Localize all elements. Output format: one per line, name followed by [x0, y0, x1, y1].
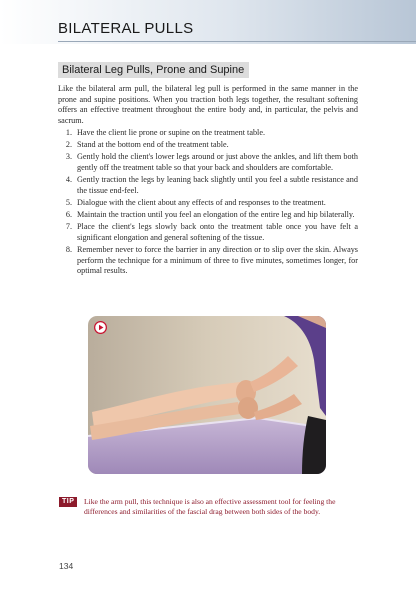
step-number: 8. — [65, 245, 72, 255]
step-text: Have the client lie prone or supine on the treatment table. — [77, 128, 266, 137]
intro-paragraph: Like the bilateral arm pull, the bilateral leg pull is performed in the same manner in the prone and supine positions. When you traction both legs together, the resultant softening offers an effective treatment throughout the entire body and, in particular, the pelvis and sacrum. — [58, 84, 358, 125]
step-text: Remember never to force the barrier in any direction or to slip over the skin. Always perform the technique for a minimum of three to five minutes, sometimes longer, for optimal results. — [77, 245, 358, 276]
step-text: Place the client's legs slowly back onto the treatment table once you have felt a significant elongation and general softening of the tissue. — [77, 222, 358, 242]
play-icon[interactable] — [94, 321, 107, 334]
step-number: 7. — [65, 222, 72, 232]
step-text: Gently traction the legs by leaning back slightly until you feel a subtle resistance and the tissue end-feel. — [77, 175, 358, 195]
tip-badge: TIP — [59, 497, 77, 507]
step-text: Gently hold the client's lower legs around or just above the ankles, and lift them both gently off the treatment table so that your back and shoulders are comfortable. — [77, 152, 358, 172]
step-number: 5. — [65, 197, 72, 207]
step-number: 2. — [65, 140, 72, 150]
step-item — [58, 128, 358, 139]
step-item — [58, 175, 358, 196]
steps-list — [58, 128, 358, 278]
step-number: 1. — [65, 128, 72, 137]
page-number: 134 — [59, 561, 74, 571]
section-heading: Bilateral Leg Pulls, Prone and Supine — [58, 62, 249, 78]
step-item — [58, 245, 358, 277]
photo-illustration — [88, 316, 326, 474]
step-item — [58, 140, 358, 151]
step-text: Maintain the traction until you feel an elongation of the entire leg and hip bilaterally. — [77, 210, 355, 220]
step-item — [58, 198, 358, 209]
technique-photo — [88, 316, 326, 474]
chapter-title: BILATERAL PULLS — [58, 20, 194, 37]
step-item — [58, 222, 358, 243]
step-number: 6. — [65, 210, 72, 220]
step-item — [58, 152, 358, 173]
step-item — [58, 210, 358, 221]
step-text: Stand at the bottom end of the treatment table. — [77, 140, 229, 150]
tip-text: Like the arm pull, this technique is also an effective assessment tool for feeling the differences and similarities of the fascial drag between both sides of the body. — [84, 497, 336, 517]
step-number: 3. — [65, 152, 72, 162]
step-number: 4. — [65, 175, 72, 185]
step-text: Dialogue with the client about any effects of and responses to the treatment. — [77, 197, 326, 207]
header-rule — [58, 41, 416, 42]
